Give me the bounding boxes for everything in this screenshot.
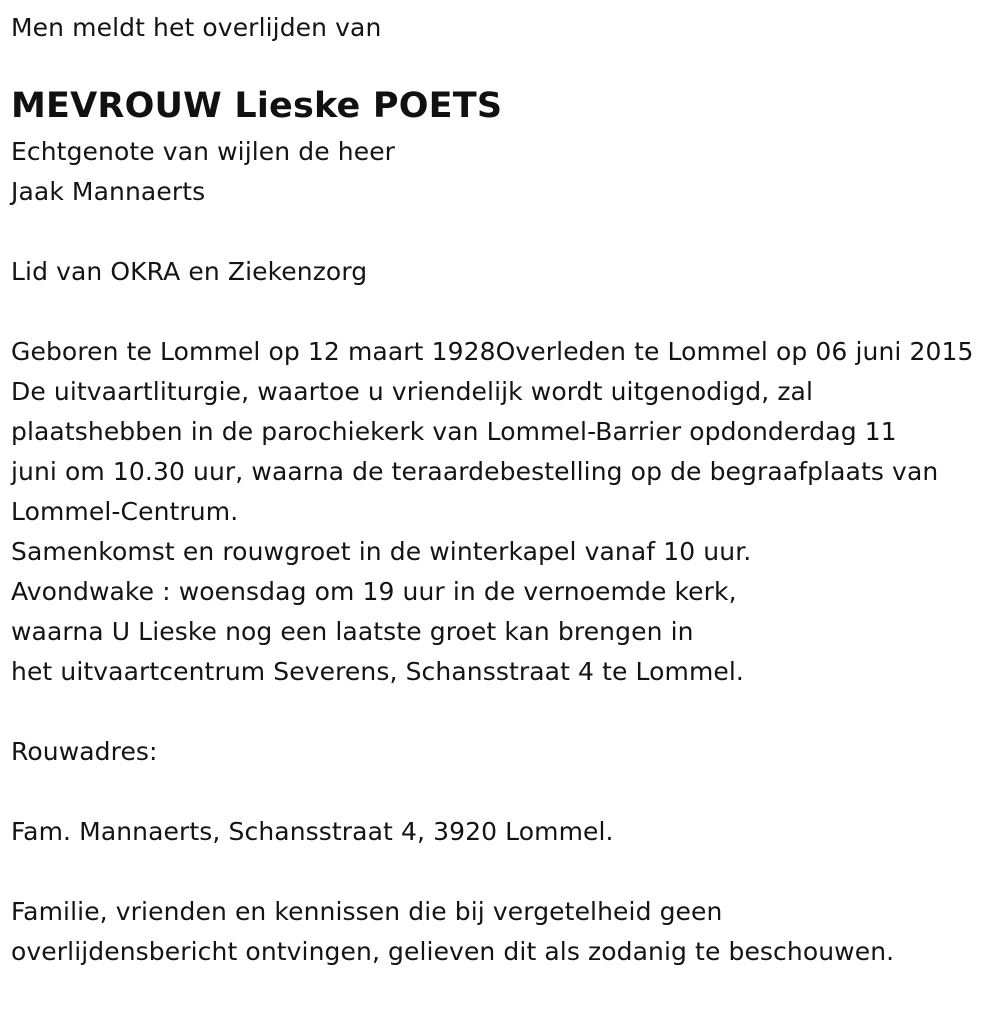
gathering-text: Samenkomst en rouwgroet in de winterkapel vanaf 10 uur. (11, 537, 752, 566)
spacer (11, 772, 991, 812)
address-label: Rouwadres: (11, 737, 158, 766)
spouse-line-1: Echtgenote van wijlen de heer (11, 137, 396, 166)
funeral-line-1: De uitvaartliturgie, waartoe u vriendelijk wordt uitgenodigd, zal (11, 377, 814, 406)
vigil-line-1: Avondwake : woensdag om 19 uur in de vernoemde kerk, (11, 577, 737, 606)
spacer (11, 292, 991, 332)
deceased-name: MEVROUW Lieske POETS (11, 86, 503, 126)
spacer (11, 212, 991, 252)
birth-death-text: Geboren te Lommel op 12 maart 1928Overleden te Lommel op 06 juni 2015 (11, 337, 974, 366)
death-notice (11, 8, 991, 972)
spacer (11, 852, 991, 892)
funeral-line-3: juni om 10.30 uur, waarna de teraardebestelling op de begraafplaats van (11, 457, 939, 486)
vigil-line-3: het uitvaartcentrum Severens, Schansstraat 4 te Lommel. (11, 657, 744, 686)
membership-text: Lid van OKRA en Ziekenzorg (11, 257, 368, 286)
spouse-line-2: Jaak Mannaerts (11, 177, 206, 206)
spacer (11, 692, 991, 732)
mourning-address: Fam. Mannaerts, Schansstraat 4, 3920 Lommel. (11, 817, 614, 846)
closing-line-1: Familie, vrienden en kennissen die bij vergetelheid geen (11, 897, 723, 926)
intro-text: Men meldt het overlijden van (11, 13, 382, 42)
funeral-line-2: plaatshebben in de parochiekerk van Lommel-Barrier opdonderdag 11 (11, 417, 897, 446)
closing-line-2: overlijdensbericht ontvingen, gelieven dit als zodanig te beschouwen. (11, 937, 895, 966)
vigil-line-2: waarna U Lieske nog een laatste groet kan brengen in (11, 617, 694, 646)
funeral-line-4: Lommel-Centrum. (11, 497, 239, 526)
